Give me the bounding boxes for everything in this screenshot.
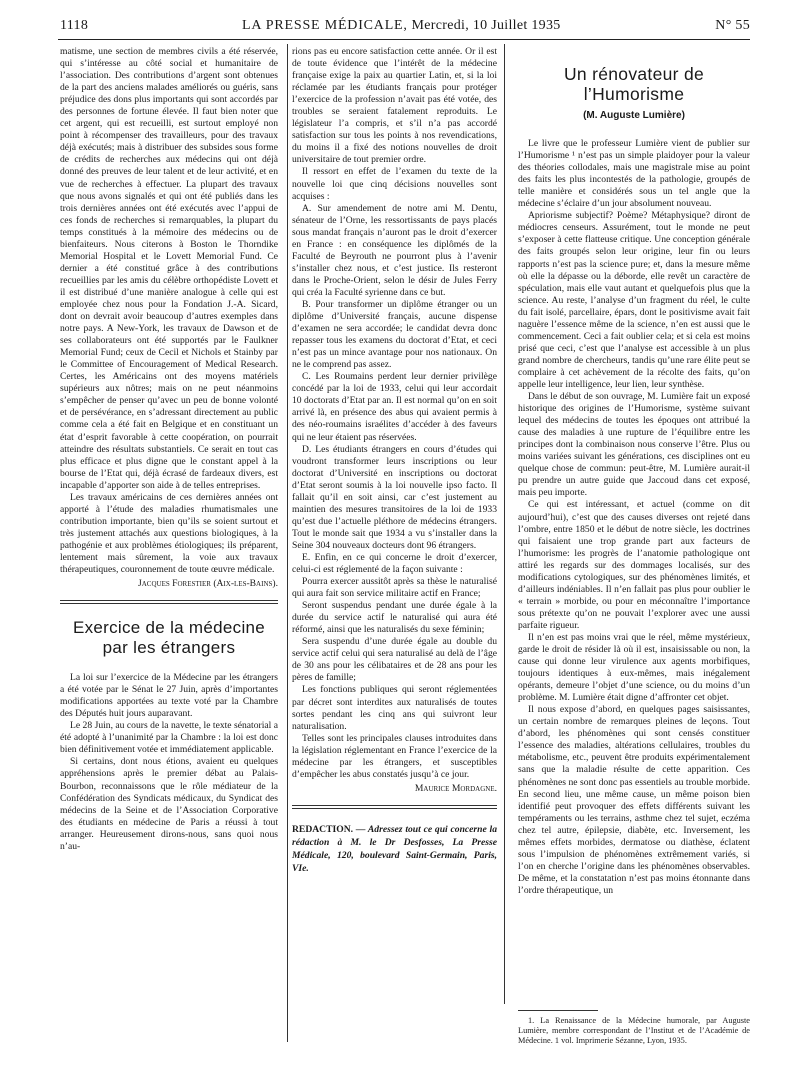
paragraph: E. Enfin, en ce qui concerne le droit d’exercer, celui-ci est réglementé de la façon suivante : xyxy=(292,551,497,576)
paragraph: Les fonctions publiques qui seront réglementées par décret sont interdites aux naturalisés de toutes sortes pendant les cinq ans qui suivront leur naturalisation. xyxy=(292,684,497,732)
article-separator xyxy=(60,600,278,604)
column-1 xyxy=(60,46,278,853)
column-2 xyxy=(292,46,497,875)
paragraph: C. Les Roumains perdent leur dernier privilège concédé par la loi de 1933, celui qui leur accordait 10 doctorats d’Etat par an. Il est normal qu’on en soit arrivé là, en présence des abus qui avaient permis à des néo-roumains israélites d’accéder à des faveurs qui ne leur étaient pas réservées. xyxy=(292,371,497,443)
redaction-lead: REDACTION. xyxy=(292,823,354,835)
article-separator xyxy=(292,805,497,809)
author-signature: Jacques Forestier (Aix-les-Bains). xyxy=(138,578,278,590)
paragraph: Pourra exercer aussitôt après sa thèse le naturalisé qui aura fait son service militaire actif en France; xyxy=(292,576,497,600)
paragraph: Il nous expose d’abord, en quelques pages saisissantes, un certain nombre de remarques pleines de leçons. Tout d’abord, les phénomènes qui sont censés constituer l’essence des maladies, altérations cellulaires, troubles du métabolisme, etc., peuvent être produits expérimentalement sans que la maladie résulte de cette apparition. Ces phénomènes ne sont donc pas essentiels au trouble morbide. En second lieu, une même cause, un même poison bien identifié peut provoquer des effets différents suivant les tempéraments ou les terrains, asthme chez tel sujet, eczéma chez tel autre, épilepsie, diabète, etc. Inversement, les mêmes effets morbides, dermatose ou diathèse, éclatent sous l’impulsion de phénomènes extrêmement variés, si l’on en cherche l’origine dans les phénomènes observables. De même, et la constatation n’est pas moins étonnante dans l’ordre thérapeutique, un xyxy=(518,704,750,896)
page-number: 1118 xyxy=(60,18,89,33)
paragraph: Il n’en est pas moins vrai que le réel, même mystérieux, garde le droit de résider là où il est, insaisissable ou non, la cause qui donne leur virulence aux agents morbifiques, toujours identiques à eux-mêmes, mais inégalement opérants, demeure l’objet d’une science, ou du moins d’un problème. M. Lumière était digne d’affronter cet objet. xyxy=(518,631,750,704)
paragraph: Il ressort en effet de l’examen du texte de la nouvelle loi que cinq décisions nouvelles sont acquises : xyxy=(292,166,497,202)
paragraph: matisme, une section de membres civils a été réservée, qui s’intéresse au côté social et humanitaire de l’association. Des contributions d’argent sont obtenues de la part des anciens malades améliorés ou guéris, sans préjudice des dons plus importants qui sont accordés par des personnes de fortune élevée. Il faut bien noter que cet argent, qui est recueilli, est surtout employé non point à récompenser des travailleurs, pour des travaux déjà exécutés; mais à distribuer des subsides sous forme de crédits de recherches aux médecins qui ont déjà donné des preuves de leur talent et de leur activité, et en vue de recherches à effectuer. La plupart des travaux que nous avons signalés et qui ont été publiés dans les trois dernières années ont été exécutés avec l’appui de ces fonds de recherches si remarquables, la plupart du temps constitués à la mémoire des médecins ou de bienfaiteurs. Nous citerons à Boston le Thorndike Memorial Hospital et le Lovett Memorial Fund. Ce dernier a été constitué grâce à des contributions recueillies par les amis du célèbre orthopédiste Lovett et il est distribué d’une manière analogue à celle qui est employée chez nous pour la Fondation J.-A. Sicard, dont on devrait avoir beaucoup d’autres exemples dans notre pays. A New-York, les travaux de Dawson et de ses collaborateurs ont été supportés par le Faulkner Memorial Fund; ceux de Cecil et Nichols et Stainby par le Committee of Encouragement of Medical Research. Certes, les Américains ont des moyens matériels supérieurs aux nôtres; mais on ne peut néanmoins s’empêcher de penser qu’avec un peu de bonne volonté et de persévérance, en s’adressant directement au public comme cela a été fait en Belgique et en constituant un état d’esprit favorable à cette coopération, on pourrait atteindre des résultats substantiels. Ce serait en tout cas plus efficace et plus digne que le constant appel à la bourse de l’Etat qui, déjà écrasé de fardeaux divers, est incapable d’apporter son aide à de telles entreprises. xyxy=(60,46,278,491)
paragraph: D. Les étudiants étrangers en cours d’études qui voudront transformer leurs inscriptions ou leur doctorat d’Université en inscriptions ou doctorat d’Etat seront soumis à la loi nouvelle ipso facto. Il fallait qu’il en soit ainsi, car c’est justement au maintien des mesures transitoires de la loi de 1933 qu’est due l’actuelle pléthore de médecins étrangers. Tout le monde sait que 1934 a vu s’installer dans la Seine 304 nouveaux docteurs dont 96 étrangers. xyxy=(292,443,497,551)
paragraph: A. Sur amendement de notre ami M. Dentu, sénateur de l’Orne, les ressortissants de pays placés sous mandat français n’auront pas le droit d’exercer en France : en conséquence les diplômés de la Faculté de Beyrouth ne pourront plus à l’avenir s’installer chez nous, et c’est justice. Ils resteront dans le Proche-Orient, selon le désir de Jules Ferry qui créa la Faculté syrienne dans ce but. xyxy=(292,202,497,298)
redaction-notice xyxy=(292,823,497,875)
paragraph: Telles sont les principales clauses introduites dans la législation réglementant en France l’exercice de la médecine par les étrangers, et susceptibles d’empêcher les abus constatés jusqu’à ce jour. xyxy=(292,732,497,780)
redaction-text: — Adressez tout ce qui concerne la rédaction à M. le Dr Desfosses, La Presse Médicale, 120, boulevard Saint-Germain, Paris, VIe. xyxy=(292,823,498,874)
article-title-line-1: Exercice de la médecine xyxy=(72,618,266,638)
issue-date: Mercredi, 10 Juillet 1935 xyxy=(411,18,561,33)
paragraph: Si certains, dont nous étions, avaient eu quelques appréhensions après le premier débat au Palais-Bourbon, reconnaissons que le rôle médiateur de la Confédération des Syndicats médicaux, du Syndicat des médecins de la Seine et de l’Association Corporative des étudiants en médecine de Paris a réussi à tout arranger. Heureusement dirons-nous, sans quoi nous n’au- xyxy=(60,756,278,852)
column-rule-2 xyxy=(504,44,505,1004)
paragraph: rions pas eu encore satisfaction cette année. Or il est de toute évidence que l’intérêt de la médecine française exige la paix au quartier Latin, et, si la loi réclamée par les étudiants français pour protéger l’exercice de la profession n’avait pas été votée, des troubles se seraient fatalement reproduits. Le législateur l’a compris, et s’il n’a pas accordé satisfaction sur tous les points à nos revendications, du moins il a fixé des notions nouvelles de droit universitaire de tout premier ordre. xyxy=(292,46,497,166)
paragraph: Sera suspendu d’une durée égale au double du service actif celui qui sera naturalisé au delà de l’âge de 30 ans pour les célibataires et de 28 ans pour les pères de famille; xyxy=(292,636,497,684)
paragraph: Le 28 Juin, au cours de la navette, le texte sénatorial a été adopté à l’unanimité par la Chambre : la loi est donc bien définitivement votée et immédiatement applicable. xyxy=(60,720,278,756)
footnote-text: 1. La Renaissance de la Médecine humorale, par Auguste Lumière, membre correspondant de l’Institut et de l’Académie de Médecine. 1 vol. Imprimerie Sézanne, Lyon, 1935. xyxy=(518,1016,750,1045)
paragraph: Dans le début de son ouvrage, M. Lumière fait un exposé historique des origines de l’Humorisme, système suivant lequel des médecins de toutes les époques ont attribué la cause des maladies à une rupture de l’équilibre entre les principes dont la combinaison nous conserve l’être. Plus ou moins variées suivant les générations, ces disciplines ont eu quelque chose de commun: peut-être, M. Lumière aurait-il pu prendre un autre guide que Jaccoud dans cet exposé, mais peu importe. xyxy=(518,391,750,499)
paragraph: Le livre que le professeur Lumière vient de publier sur l’Humorisme ¹ n’est pas un simple plaidoyer pour la valeur des théories collodales, mais une magistrale mise au point des faits les plus incontestés de la pathologie, groupés de telle manière et considérés sous un tel angle que la médecine s’éclaire d’un jour absolument nouveau. xyxy=(518,138,750,210)
article-title-line-2: par les étrangers xyxy=(102,638,236,658)
footnote xyxy=(518,1016,750,1046)
column-3 xyxy=(518,64,750,897)
article-subtitle: (M. Auguste Lumière) xyxy=(583,110,685,121)
paragraph: Ce qui est intéressant, et actuel (comme on dit aujourd’hui), c’est que des causes diverses ont rejeté dans l’ombre, entre 1850 et le début de notre siècle, les doctrines qui faisaient une trop grande part aux facteurs de l’humorisme: les progrès de l’anatomie pathologique ont attiré les regards sur des dommages localisés, sur des modifications cytologiques, sur des phénomènes limités, et d’ailleurs indéniables. Il n’en fallait pas plus pour oublier le « terrain » morbide, ou pour en méconnaître l’importance sous prétexte qu’on ne pouvait l’explorer avec une aussi parfaite rigueur. xyxy=(518,499,750,631)
column-rule-1 xyxy=(287,44,288,1042)
article-title xyxy=(60,618,278,658)
page-header xyxy=(60,16,750,38)
author-signature: Maurice Mordagne. xyxy=(414,782,497,794)
footnote-rule xyxy=(518,1010,598,1011)
running-title xyxy=(242,18,561,34)
paragraph: Apriorisme subjectif? Poème? Métaphysique? diront de médiocres censeurs. Assurément, tout le monde ne peut s’exposer à cette flatteuse critique. Une conception générale des faits groupés selon leur origine, leur fin ou leurs rapports n’est pas la science pure; et, dans la mesure même où elle la dépasse ou la déborde, elle revêt un caractère de spéculation, mais elle vaut autant et quelquefois plus que la science. Au reste, l’analyse d’un fragment du réel, le culte du fait isolé, parcellaire, épars, dont le positivisme avait fait naguère l’essence même de la science, n’en est aussi que le commencement. Ceci a fait oublier cela; et si cela est moins prisé que ceci, c’est que l’analyse est accessible à un plus grand nombre de chercheurs, tandis qu’une rare élite peut se complaire à cet achèvement de la récolte des faits, qu’on appelle leur intelligence, leur lien, leur synthèse. xyxy=(518,210,750,390)
paragraph: La loi sur l’exercice de la Médecine par les étrangers a été votée par le Sénat le 27 Juin, après d’importantes modifications apportées au texte voté par la Chambre des Députés huit jours auparavant. xyxy=(60,672,278,720)
paragraph: Seront suspendus pendant une durée égale à la durée du service actif le naturalisé qui aura été réformé, ainsi que les naturalisés du sexe féminin; xyxy=(292,600,497,636)
issue-number: N° 55 xyxy=(715,18,750,33)
header-rule xyxy=(58,39,750,40)
paragraph: B. Pour transformer un diplôme étranger ou un diplôme d’Université français, aucune dispense d’examen ne sera accordée; le candidat devra donc repasser tous les examens du doctorat d’Etat, et ceci n’est pas un mince avantage pour nos nationaux. On ne le comprend pas assez. xyxy=(292,298,497,371)
paragraph: Les travaux américains de ces dernières années ont apporté à l’étude des maladies rhumatismales une contribution importante, bien qu’ils se soient surtout et très justement attachés aux questions biologiques, à la pathogénie et aux problèmes étiologiques; ils préparent, lentement mais sûrement, la voie aux travaux thérapeutiques, couronnement de toute œuvre médicale. xyxy=(60,491,278,576)
journal-name: LA PRESSE MÉDICALE, xyxy=(242,18,408,33)
article-title: Un rénovateur de l’Humorisme xyxy=(563,64,705,104)
